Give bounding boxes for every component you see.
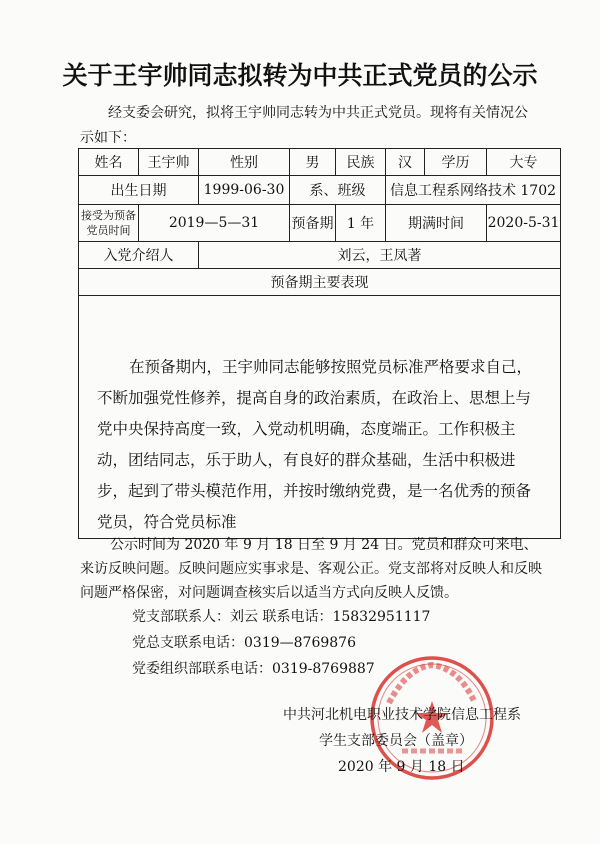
gender-label: 性别 <box>199 149 290 176</box>
branch-contact: 党支部联系人：刘云 联系电话：15832951117 <box>132 609 431 625</box>
notice-paragraph <box>80 533 550 605</box>
introducer-label: 入党介绍人 <box>79 242 199 269</box>
introducer-value: 刘云，王凤著 <box>199 242 561 269</box>
dept-label: 系、班级 <box>290 176 386 205</box>
org-dept-contact: 党委组织部联系电话：0319-8769887 <box>132 661 375 677</box>
signature-committee: 学生支部委员会（盖章） <box>319 733 473 749</box>
probation-time-label <box>79 205 139 242</box>
expire-value: 2020-5-31 <box>487 205 561 242</box>
education-label: 学历 <box>425 149 487 176</box>
probation-time-label-line2: 党员时间 <box>86 224 131 237</box>
expire-label: 期满时间 <box>386 205 487 242</box>
performance-text: 在预备期内，王宇帅同志能够按照党员标准严格要求自己，不断加强党性修养，提高自身的政治素质，在政治上、思想上与党中央保持高度一致，入党动机明确，态度端正。工作积极主动，团结同志，乐于助人，有良好的群众基础，生活中积极进步，起到了带头模范作用，并按时缴纳党费，是一名优秀的预备党员，符合党员标准 <box>97 358 533 531</box>
performance-cell <box>79 296 561 539</box>
general-branch-contact: 党总支联系电话：0319—8769876 <box>132 635 356 651</box>
probation-time-value: 2019—5—31 <box>139 205 290 242</box>
seal-text-arc <box>389 665 475 703</box>
birth-value: 1999-06-30 <box>199 176 290 205</box>
notice-text: 公示时间为 2020 年 9 月 18 日至 9 月 24 日。党员和群众可来电、来访反映问题。反映问题应实事求是、客观公正。党支部将对反映人和反映问题严格保密，对问题调查核实后以适当方式向反映人反馈。 <box>80 537 542 601</box>
birth-label: 出生日期 <box>79 176 199 205</box>
probation-period-label: 预备期 <box>290 205 336 242</box>
education-value: 大专 <box>487 149 561 176</box>
signature-block <box>285 702 521 780</box>
probation-time-label-line1: 接受为预备 <box>81 209 136 222</box>
name-value: 王宇帅 <box>139 149 199 176</box>
gender-value: 男 <box>290 149 336 176</box>
name-label: 姓名 <box>79 149 139 176</box>
page-title: 关于王宇帅同志拟转为中共正式党员的公示 <box>62 61 538 90</box>
intro-paragraph <box>80 101 550 151</box>
intro-line-1: 经支委会研究，拟将王宇帅同志转为中共正式党员。现将有关情况公 <box>108 105 528 121</box>
probation-period-value: 1 年 <box>336 205 386 242</box>
ethnicity-label: 民族 <box>336 149 386 176</box>
intro-line-2: 示如下： <box>80 130 136 146</box>
ethnicity-value: 汉 <box>386 149 425 176</box>
signature-org: 中共河北机电职业技术学院信息工程系 <box>283 707 521 723</box>
signature-date: 2020 年 9 月 18 日 <box>338 759 465 775</box>
performance-header: 预备期主要表现 <box>79 269 561 296</box>
dept-value: 信息工程系网络技术 1702 <box>386 176 561 205</box>
info-table <box>78 148 561 539</box>
